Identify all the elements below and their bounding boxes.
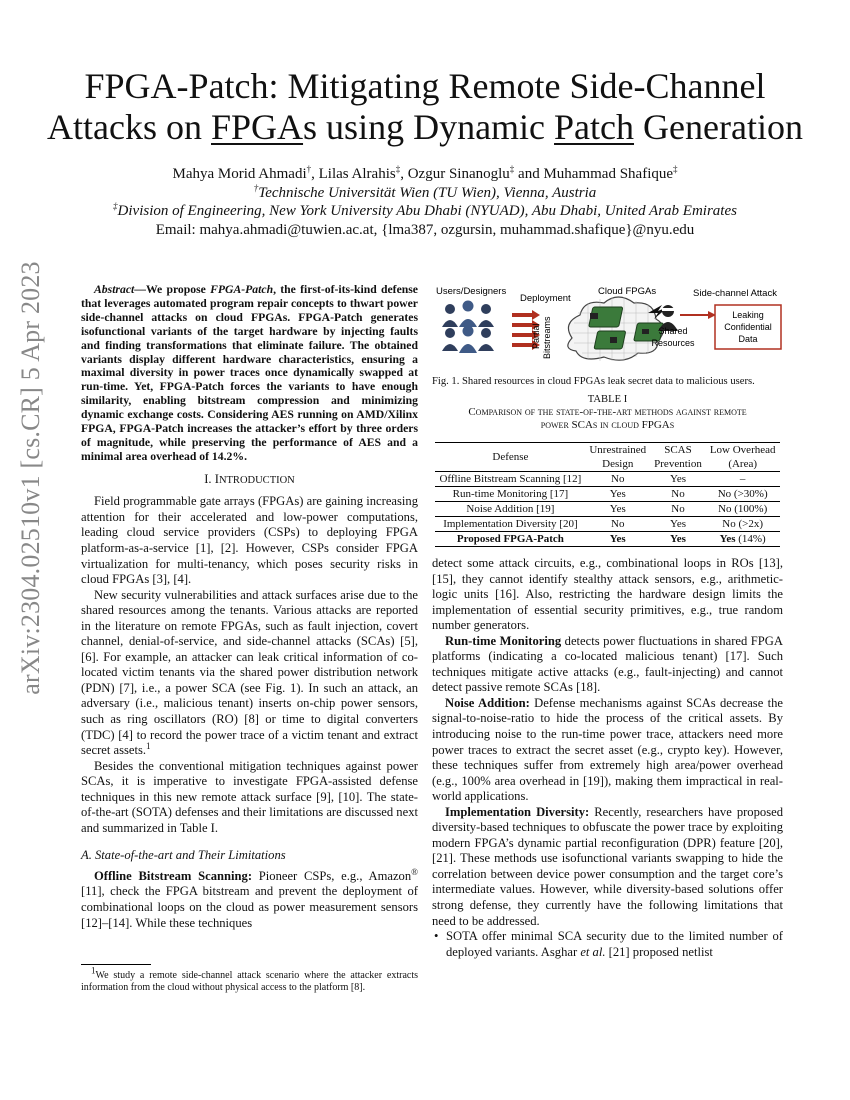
subsection-heading: A. State-of-the-art and Their Limitations [81, 848, 286, 863]
fig-cloud-label: Cloud FPGAs [598, 286, 657, 297]
header-unrestrained: Unrestrained [589, 444, 647, 456]
table-row: Noise Addition [19] Yes No No (100%) [435, 502, 779, 517]
header-prevention: Prevention [654, 458, 702, 470]
comparison-table [435, 442, 779, 547]
paper-title: FPGA-Patch: Mitigating Remote Side-Channel Attacks on FPGAs using Dynamic Patch Generation [47, 66, 803, 147]
table-row: Implementation Diversity [20] No Yes No (>2x) [435, 517, 779, 532]
table-label: TABLE I [587, 394, 628, 405]
author-block [0, 165, 850, 239]
section-heading-introduction: I. INTRODUCTION [204, 471, 295, 486]
right-column [432, 556, 783, 960]
footnote-text: $^1$We study a remote side-channel attack scenario where the attacker extracts information from the cloud without physical access to the platform [8]. [81, 965, 418, 993]
header-low-overhead: Low Overhead [709, 444, 776, 456]
abstract: Abstract—We propose FPGA-Patch, the first-of-its-kind defense that leverages automated program repair concepts to thwart power side-channel attacks on cloud FPGAs. FPGA-Patch generates isofunctional variants of the target hardware by injecting faults and finding transformations that eliminate failure. The obtained variants display different hardware characteristics, ensuring a maximal diversity in power traces once dynamically swapped at run-time. Yet, FPGA-Patch forces the variants to have enough similarity, enabling bitstream compression and minimizing dynamic exchange costs. Considering AES running on AMD/Xilinx FPGA, FPGA-Patch increases the attacker’s effort by three orders of magnitude, while preserving the performance of AES and a minimal area overhead of 14.2%. [81, 283, 418, 463]
fig-bitstreams-label: Bitstreams [542, 316, 552, 359]
footnote-ref: 1 [146, 740, 151, 751]
fig-users-label: Users/Designers [436, 286, 507, 297]
fig-leaking-label: Leaking [732, 310, 764, 320]
arxiv-identifier: arXiv:2304.02510v1 [cs.CR] 5 Apr 2023 [16, 260, 45, 695]
affiliation-tuwien: †Technische Universität Wien (TU Wien), Vienna, Austria [253, 182, 597, 201]
right-paragraph-1: detect some attack circuits, e.g., combinational loops in ROs [13], [15], they cannot identify stealthy attack sensors, e.g., arithmetic-logic units [16]. Also, restricting the hardware design limits the implementation of essential security primitives, e.g., true random number generators. [432, 556, 783, 633]
header-design: Design [602, 458, 634, 470]
fig-data-label: Data [738, 334, 758, 344]
fig-shared-label: Shared [658, 326, 688, 336]
header-scas: SCAS [664, 444, 692, 456]
table-row: Offline Bitstream Scanning [12] No Yes – [435, 472, 779, 487]
fig-confidential-label: Confidential [724, 322, 772, 332]
table-row: Run-time Monitoring [17] Yes No No (>30%) [435, 487, 779, 502]
noise-addition-paragraph: Noise Addition: Defense mechanisms against SCAs decrease the signal-to-noise-ratio to hide the process of the critical assets. By introducing noise to the run-time power trace, attackers need more power traces to extract the secret asset (e.g., crypto key). However, these techniques suffer from extremely high area/power overhead (e.g., 100% area overhead in [19]), making them impractical in real-world applications. [432, 695, 784, 804]
fig-partial-label: Partial [531, 323, 541, 349]
offline-scanning-paragraph: Offline Bitstream Scanning: Pioneer CSPs, e.g., Amazon® [11], check the FPGA bitstream and prevent the deployment of combinational loops on the cloud as power measurement sensors [12]–[14]. While these techniques [81, 866, 418, 930]
figure-1-caption: Fig. 1. Shared resources in cloud FPGAs leak secret data to malicious users. [432, 376, 755, 387]
table-1 [432, 393, 783, 547]
header-defense: Defense [492, 451, 529, 463]
header-area: (Area) [728, 458, 758, 470]
table-header-row [435, 443, 779, 458]
intro-paragraph-2: New security vulnerabilities and attack surfaces arise due to the shared resources among the tenants. Various attacks are reported in the literature on remote FPGAs, such as fault injection, covert channel, denial-of-service, and side-channel attacks (SCAs) [5], [6]. For example, an attacker can leak critical information of co-located victim tenants via the shared power distribution network (PDN) [7], i.e., a power SCA (see Fig. 1). In such an attack, an adversary (i.e., malicious tenant) inserts on-chip power sensors, such as ring oscillators (RO) [8] or time to digital converters (TDC) [4] to record the power trace of a victim tenant and extract secret assets.$^1$ [81, 587, 418, 758]
table-title-line-1: Comparison of the state-of-the-art methods against remote [468, 406, 747, 418]
figure-1 [432, 283, 783, 373]
fig-attack-label: Side-channel Attack [693, 288, 777, 299]
implementation-diversity-paragraph: Implementation Diversity: Recently, researchers have proposed diversity-based techniques to obfuscate the power trace by exploiting modern FPGA’s dynamic partial reconfiguration (DPR) feature [20], [21]. These methods use isofunctional variants swapping to hide the correlation between device power consumption and the target core’s intermediate values. However, while diversity-based solutions offer strong defense, they currently have the following limitations that need to be addressed. [432, 804, 783, 928]
footnote-area [81, 964, 418, 994]
runtime-monitoring-paragraph: Run-time Monitoring detects power fluctuations in shared FPGA platforms (indicating a co-located malicious tenant) [17]. Such techniques mitigate active attacks (e.g., fault-injecting) and cannot detect passive remote SCAs [18]. [432, 633, 783, 695]
table-title-line-2: power SCAs in cloud FPGAs [540, 419, 675, 431]
author-emails: Email: mahya.ahmadi@tuwien.ac.at, {lma387, ozgursin, muhammad.shafique}@nyu.edu [155, 221, 695, 238]
intro-paragraph-3: Besides the conventional mitigation techniques against power SCAs, it is imperative to investigate FPGA-assisted defense techniques in this new remote attack surface [9], [10]. The state-of-the-art (SOTA) defenses and their limitations are discussed next and summarized in Table I. [81, 758, 418, 835]
users-icon [442, 301, 494, 354]
left-column [81, 283, 418, 931]
intro-paragraph-1: Field programmable gate arrays (FPGAs) are gaining increasing attention for their accelerated and low-power computations, leading cloud service providers (CSPs) to deploying FPGA platform-as-a-service [1], [2]. However, CSPs consider FPGA virtualization for multi-tenancy, which poses security risks in cloud FPGAs [3], [4]. [81, 494, 418, 587]
limitation-bullet: • SOTA offer minimal SCA security due to the limited number of deployed variants. Asghar et al. [21] proposed netlist [432, 929, 783, 960]
fig-deployment-label: Deployment [520, 293, 571, 304]
author-names: Mahya Morid Ahmadi†, Lilas Alrahis‡, Ozgur Sinanoglu‡ and Muhammad Shafique‡ [172, 164, 678, 182]
table-row-proposed: Proposed FPGA-Patch Yes Yes Yes (14%) [435, 532, 779, 547]
affiliation-nyuad: ‡Division of Engineering, New York University Abu Dhabi (NYUAD), Abu Dhabi, United Arab Emirates [113, 201, 737, 219]
figure-1-diagram [432, 283, 783, 373]
fig-resources-label: Resources [651, 338, 695, 348]
